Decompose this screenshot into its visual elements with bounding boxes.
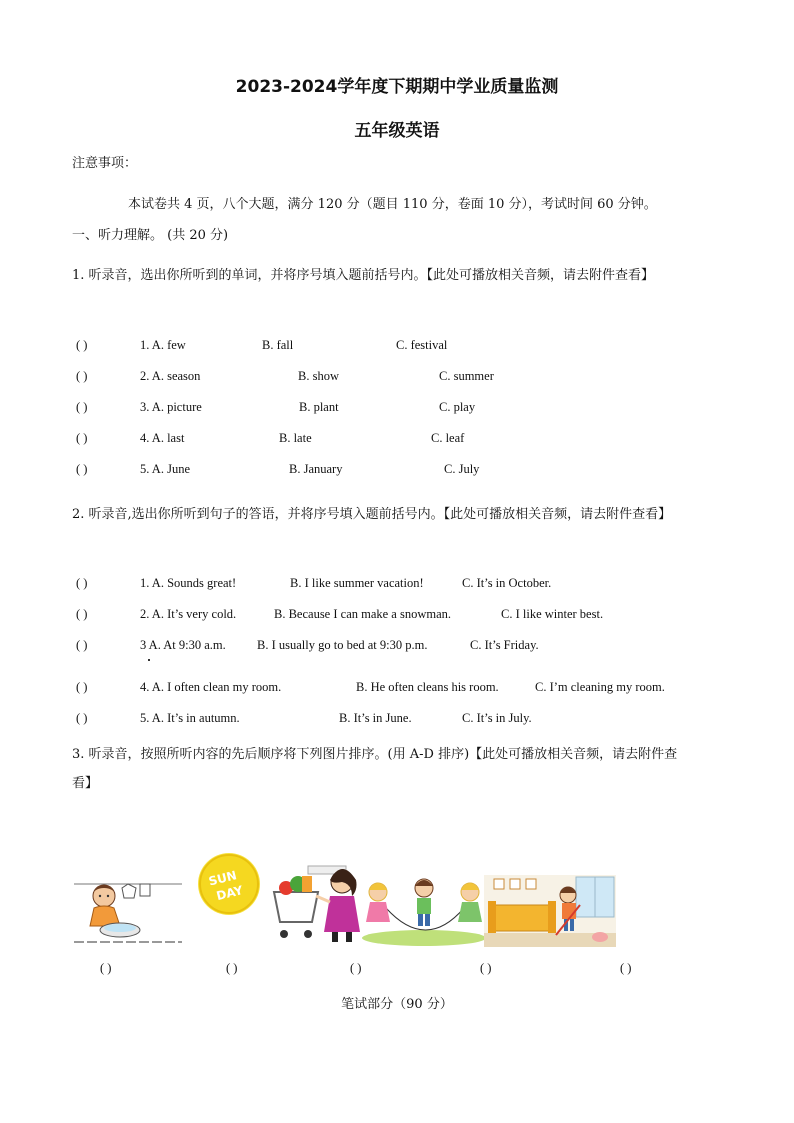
picture-order-blank[interactable]: ( ) [620,961,632,975]
option-b: B. fall [262,338,294,352]
option-c: C. It’s in July. [462,711,532,725]
option-c: C. It’s Friday. [470,638,539,652]
option-a: 1. A. few [140,338,186,352]
option-b: B. I usually go to bed at 9:30 p.m. [257,638,428,652]
option-a: 2. A. It’s very cold. [140,607,237,621]
notice-label: 注意事项： [72,156,138,171]
picture-order-blank[interactable]: ( ) [480,961,492,975]
part3-instruction-cont: 看】 [72,776,99,791]
answer-bracket[interactable]: ( ) [76,400,88,414]
option-a: 3 A. At 9:30 a.m. [140,638,226,652]
option-c: C. festival [396,338,448,352]
girl-cleaning-room-image [484,875,616,947]
option-c: C. It’s in October. [462,576,552,590]
part3-instruction: 3. 听录音，按照所听内容的先后顺序将下列图片排序。(用 A-D 排序)【此处可播放相关音频，请去附件查 [72,747,678,762]
option-a: 1. A. Sounds great! [140,576,237,590]
option-a: 5. A. It’s in autumn. [140,711,240,725]
option-c: C. leaf [431,431,465,445]
option-b: B. It’s in June. [339,711,412,725]
option-b: B. Because I can make a snowman. [274,607,452,621]
option-b: B. show [298,369,339,383]
option-b: B. I like summer vacation! [290,576,424,590]
part2-instruction: 2. 听录音,选出你所听到句子的答语，并将序号填入题前括号内。【此处可播放相关音频，请去附件查看】 [72,507,672,522]
option-c: C. I’m cleaning my room. [535,680,665,694]
picture-order-blank[interactable]: ( ) [100,961,112,975]
kids-jumping-rope-image [362,876,486,946]
page-title: 2023-2024学年度下期期中学业质量监测 [235,77,559,97]
option-b: B. He often cleans his room. [356,680,499,694]
answer-bracket[interactable]: ( ) [76,638,88,652]
option-c: C. play [439,400,476,414]
sun-label-bottom: DAY [214,883,245,904]
option-c: C. I like winter best. [501,607,604,621]
girl-shopping-image [272,862,362,948]
part1-instruction: 1. 听录音，选出你所听到的单词，并将序号填入题前括号内。【此处可播放相关音频，请去附件查看】 [72,268,655,283]
written-section-heading: 笔试部分（90 分） [341,997,453,1012]
option-a: 5. A. June [140,462,190,476]
sunday-sun-image [196,851,262,917]
answer-bracket[interactable]: ( ) [76,680,88,694]
answer-bracket[interactable]: ( ) [76,338,88,352]
page-subtitle: 五年级英语 [354,121,440,141]
answer-bracket[interactable]: ( ) [76,431,88,445]
picture-order-blank[interactable]: ( ) [350,961,362,975]
option-b: B. plant [299,400,339,414]
answer-bracket[interactable]: ( ) [76,462,88,476]
stray-dot [148,659,150,661]
answer-bracket[interactable]: ( ) [76,607,88,621]
picture-order-blank[interactable]: ( ) [226,961,238,975]
option-c: C. summer [439,369,494,383]
answer-bracket[interactable]: ( ) [76,576,88,590]
girl-washing-clothes-image [72,866,184,950]
option-b: B. January [289,462,343,476]
option-b: B. late [279,431,312,445]
option-a: 4. A. I often clean my room. [140,680,282,694]
option-a: 4. A. last [140,431,185,445]
answer-bracket[interactable]: ( ) [76,711,88,725]
answer-bracket[interactable]: ( ) [76,369,88,383]
option-a: 2. A. season [140,369,201,383]
sun-label-top: SUN [207,868,239,889]
section-heading-listening: 一、听力理解。 (共 20 分) [72,228,229,243]
option-c: C. July [444,462,480,476]
notice-text: 本试卷共 4 页，八个大题，满分 120 分（题目 110 分，卷面 10 分），考试时间 60 分钟。 [128,197,657,212]
option-a: 3. A. picture [140,400,202,414]
